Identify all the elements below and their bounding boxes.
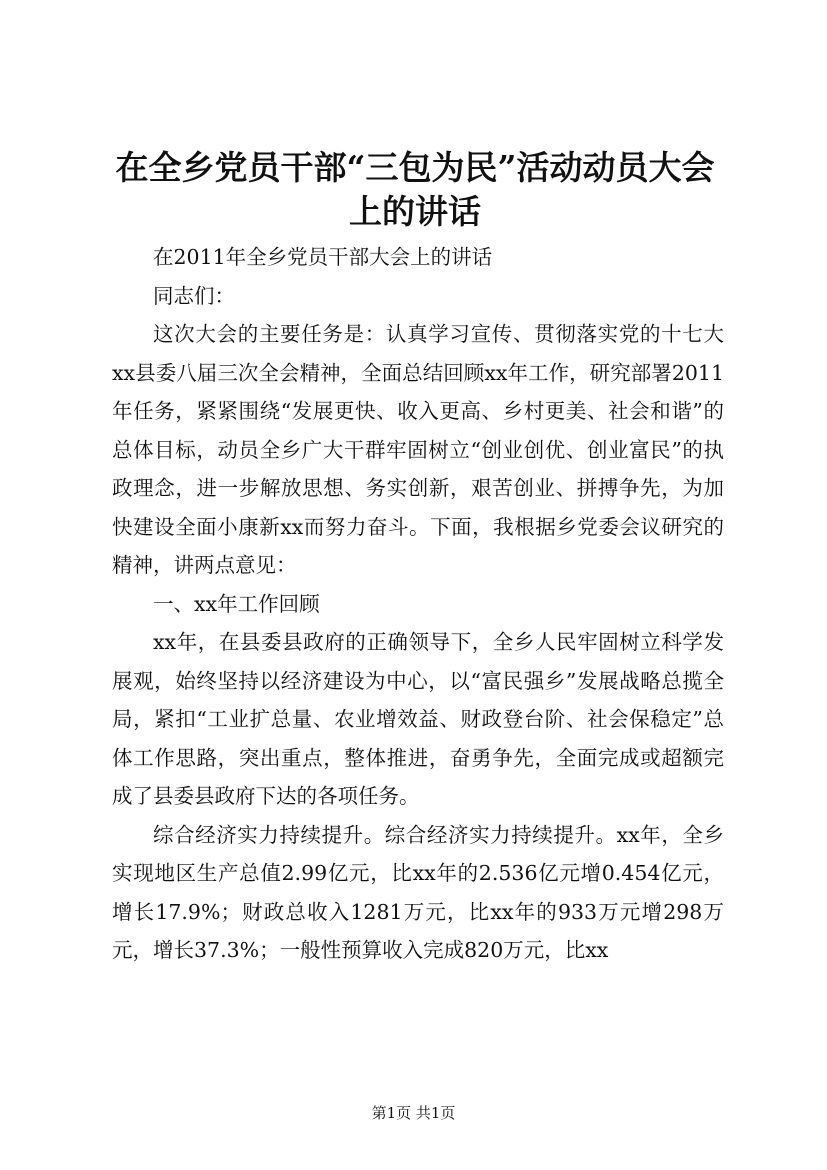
page-footer: 第1页 共1页 bbox=[371, 1104, 456, 1122]
document-body bbox=[112, 238, 724, 970]
salutation-paragraph: 同志们： bbox=[153, 283, 235, 308]
document-title: 在全乡党员干部“三包为民”活动动员大会上的讲话 bbox=[115, 148, 715, 231]
body-paragraph: xx年，在县委县政府的正确领导下，全乡人民牢固树立科学发展观，始终坚持以经济建设为中心，以“富民强乡”发展战略总揽全局，紧扣“工业扩总量、农业增效益、财政登台阶、社会保稳定”总体工作思路，突出重点，整体推进，奋勇争先，全面完成或超额完成了县委县政府下达的各项任务。 bbox=[112, 630, 724, 808]
section-heading: 一、xx年工作回顾 bbox=[153, 591, 320, 616]
subtitle-paragraph: 在2011年全乡党员干部大会上的讲话 bbox=[153, 245, 493, 269]
body-paragraph: 综合经济实力持续提升。综合经济实力持续提升。xx年，全乡实现地区生产总值2.99亿元，比xx年的2.536亿元增0.454亿元，增长17.9%；财政总收入1281万元，比xx年的933万元增298万元，增长37.3%；一般性预算收入完成820万元，比xx bbox=[112, 822, 724, 962]
body-paragraph: 这次大会的主要任务是：认真学习宣传、贯彻落实党的十七大xx县委八届三次全会精神，全面总结回顾xx年工作，研究部署2011年任务，紧紧围绕“发展更快、收入更高、乡村更美、社会和谐”的总体目标，动员全乡广大干群牢固树立“创业创优、创业富民”的执政理念，进一步解放思想、务实创新，艰苦创业、拼搏争先，为加快建设全面小康新xx而努力奋斗。下面，我根据乡党委会议研究的精神，讲两点意见： bbox=[112, 322, 724, 577]
